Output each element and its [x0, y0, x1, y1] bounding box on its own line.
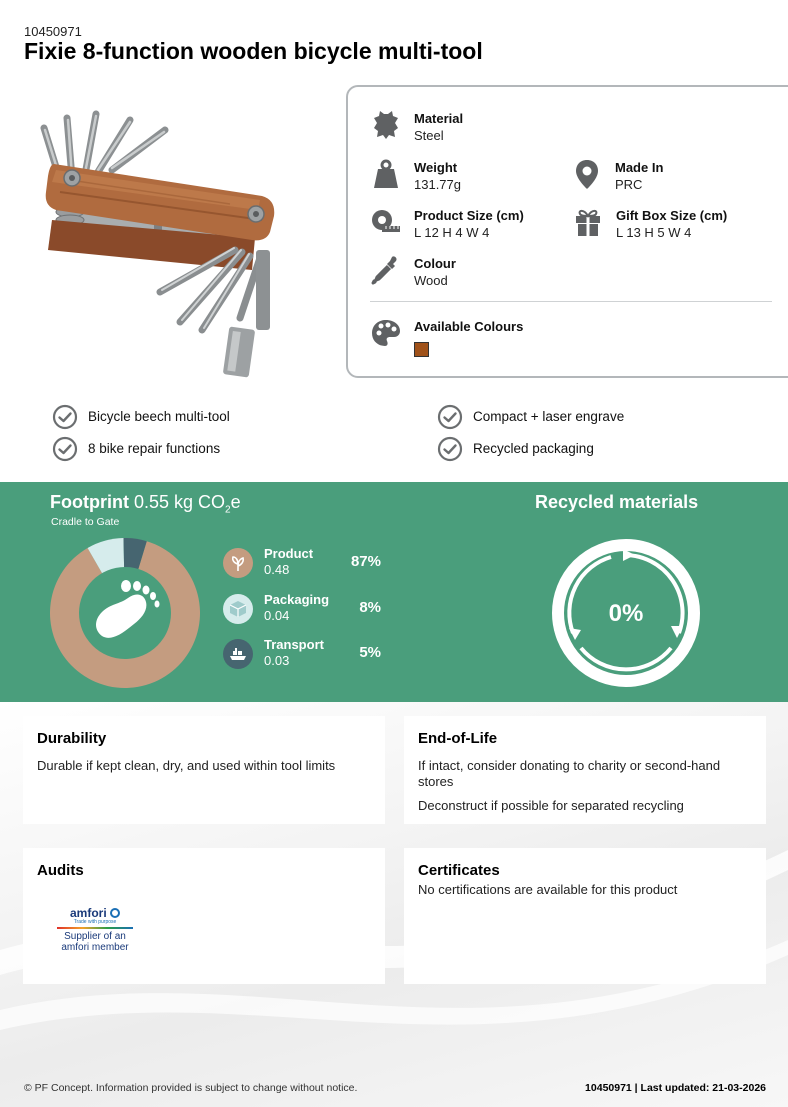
feature-text: Bicycle beech multi-tool: [88, 409, 230, 424]
spec-label: Colour: [414, 256, 456, 271]
product-image: [30, 100, 280, 385]
arrow-icon: [569, 628, 581, 640]
certificates-title: Certificates: [418, 862, 500, 879]
footprint-row-value: 0.04: [264, 608, 290, 623]
page-title: Fixie 8-function wooden bicycle multi-tool: [24, 38, 483, 64]
spec-label: Gift Box Size (cm): [616, 208, 728, 223]
box-icon: [223, 594, 253, 624]
amfori-logo: [55, 906, 135, 920]
spec-value: Steel: [414, 128, 444, 143]
footprint-row-name: Product: [264, 546, 314, 561]
spec-value: L 13 H 5 W 4: [616, 225, 692, 240]
footprint-row-value: 0.03: [264, 653, 290, 668]
recycled-title: Recycled materials: [535, 492, 699, 512]
durability-card: [23, 716, 385, 824]
check-circle-icon: [52, 436, 78, 462]
footer-disclaimer: © PF Concept. Information provided is subject to change without notice.: [24, 1082, 358, 1094]
footprint-row-name: Transport: [264, 637, 324, 652]
spec-label: Material: [414, 111, 464, 126]
footprint-label: Footprint: [50, 492, 129, 512]
end-of-life-title: End-of-Life: [418, 730, 498, 747]
end-of-life-text: Deconstruct if possible for separated recycling: [418, 798, 684, 813]
footprint-row-percent: 8%: [359, 599, 381, 616]
end-of-life-card: [404, 716, 766, 824]
amfori-stripe: [57, 927, 133, 929]
spec-value: Wood: [414, 273, 448, 288]
durability-text: Durable if kept clean, dry, and used within tool limits: [37, 758, 336, 773]
spec-label: Product Size (cm): [414, 208, 524, 223]
weight-icon: [370, 158, 402, 190]
product-sku: 10450971: [24, 24, 82, 39]
footprint-subtitle: Cradle to Gate: [51, 516, 120, 528]
spec-label: Weight: [414, 160, 458, 175]
eyedropper-icon: [370, 254, 402, 286]
footer-info: [585, 1082, 766, 1094]
footprint-row-value: 0.48: [264, 562, 290, 577]
gift-icon: [572, 206, 604, 238]
recycled-percent: 0%: [608, 600, 644, 627]
check-circle-icon: [437, 436, 463, 462]
feature-text: 8 bike repair functions: [88, 441, 221, 456]
footprint-row-name: Packaging: [264, 592, 330, 607]
leaf-icon: [223, 548, 253, 578]
end-of-life-text: If intact, consider donating to charity or second-hand stores: [418, 758, 721, 789]
footprint-row-percent: 5%: [359, 644, 381, 661]
footer-updated: | Last updated: 21-03-2026: [631, 1082, 766, 1094]
spec-value: PRC: [615, 177, 643, 192]
location-pin-icon: [571, 158, 603, 190]
amfori-badge-line1: Supplier of an: [64, 931, 126, 942]
footprint-row-product: [223, 546, 393, 580]
check-circle-icon: [52, 404, 78, 430]
spec-value: L 12 H 4 W 4: [414, 225, 490, 240]
footprint-donut-chart: [50, 538, 200, 688]
leather-hide-icon: [370, 109, 402, 141]
spec-box: [346, 85, 788, 378]
footprint-subscript: 2: [225, 504, 231, 516]
amfori-badge: [55, 906, 135, 960]
colour-swatch[interactable]: [414, 342, 429, 357]
footer-sku: 10450971: [585, 1082, 632, 1094]
ship-icon: [223, 639, 253, 669]
amfori-circle-icon: [110, 908, 120, 918]
spec-divider: [370, 301, 772, 302]
amfori-badge-line2: amfori member: [61, 942, 129, 953]
footprint-row-transport: [223, 637, 393, 671]
amfori-logo-text: amfori: [69, 906, 107, 920]
tape-measure-icon: [370, 206, 402, 238]
spec-label: Available Colours: [414, 319, 524, 334]
footprint-band: [0, 482, 788, 702]
recycled-ring: [551, 538, 701, 688]
feature-text: Compact + laser engrave: [473, 409, 625, 424]
spec-label: Made In: [615, 160, 664, 175]
palette-icon: [370, 317, 402, 349]
footprint-value: 0.55 kg CO: [134, 492, 226, 512]
footprint-row-packaging: [223, 592, 393, 626]
footprint-suffix: e: [230, 492, 241, 512]
amfori-tagline: Trade with purpose: [73, 919, 117, 925]
spec-value: 131.77g: [414, 177, 461, 192]
footprint-title: [50, 492, 241, 516]
feature-text: Recycled packaging: [473, 441, 594, 456]
durability-title: Durability: [37, 730, 107, 747]
certificates-card: [404, 848, 766, 984]
audits-title: Audits: [37, 862, 84, 879]
check-circle-icon: [437, 404, 463, 430]
audits-card: [23, 848, 385, 984]
footprint-row-percent: 87%: [350, 553, 381, 570]
certificates-text: No certifications are available for this product: [418, 882, 678, 897]
